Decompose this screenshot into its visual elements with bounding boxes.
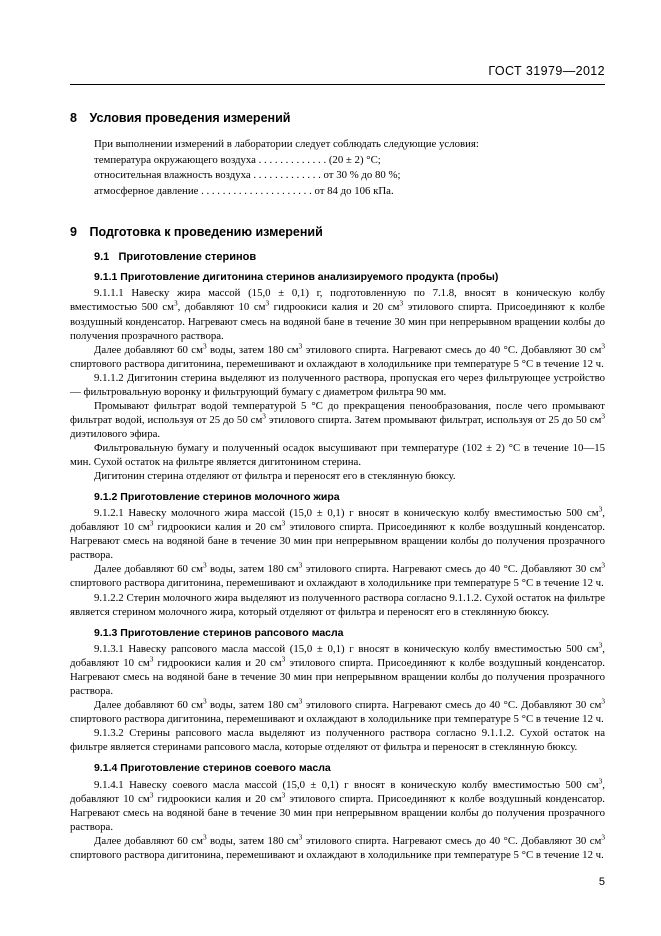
section-heading-8 xyxy=(70,111,605,125)
paragraph: Далее добавляют 60 $см^3$ воды, затем 180 $см^3$ этилового спирта. Нагревают смесь до 40 °С. Добавляют 30 $см^3$ спиртового раствора дигитонина, перемешивают и охлаждают в холодильнике при температуре 5 °С в течение 12 ч. xyxy=(70,696,606,726)
block-9-1-3 xyxy=(70,627,605,755)
condition-item: атмосферное давление . . . . . . . . . . . . . . . . . . . . . от 84 до 106 кПа. xyxy=(94,184,394,197)
paragraph: Дигитонин стерина отделяют от фильтра и переносят его в стеклянную бюксу. xyxy=(94,469,456,482)
paragraph: Фильтровальную бумагу и полученный осадок высушивают при температуре (102 ± 2) °С в течение 10—15 мин. Сухой остаток на фильтре является дигитонином стерина. xyxy=(70,441,605,468)
paragraph: 9.1.1.1 Навеску жира массой (15,0 ± 0,1) г, подготовленную по 7.1.8, вносят в коническую колбу вместимостью 500 $см^3$, добавляют 10 $см^3$ гидроокиси калия и 20 $см^3$ этилового спирта. Присоединяют к колбе воздушный конденсатор. Нагревают смесь на водяной бане в течение 30 мин при непрерывном вращении колбы до получения прозрачного раствора. xyxy=(70,287,605,342)
section-title-8: Условия проведения измерений xyxy=(89,111,291,125)
paragraph: 9.1.4.1 Навеску соевого масла массой (15,0 ± 0,1) г вносят в коническую колбу вместимостью 500 $см^3$, добавляют 10 $см^3$ гидроокиси калия и 20 $см^3$ этилового спирта. Присоединяют к колбе воздушный конденсатор. Нагревают смесь на водяной бане в течение 30 мин при непрерывном вращении колбы до получения прозрачного раствора. xyxy=(70,776,605,833)
condition-item: температура окружающего воздуха . . . . . . . . . . . . . (20 ± 2) °С; xyxy=(94,154,381,167)
section-8-lead: При выполнении измерений в лаборатории следует соблюдать следующие условия: xyxy=(94,138,479,150)
block-9-1-2 xyxy=(70,491,605,619)
heading-9-1-2: 9.1.2 Приготовление стеринов молочного жира xyxy=(94,490,340,503)
condition-item: относительная влажность воздуха . . . . . . . . . . . . . от 30 % до 80 %; xyxy=(94,169,401,182)
page-number: 5 xyxy=(598,876,605,888)
section-number-9: 9 xyxy=(70,225,77,240)
section-title-9: Подготовка к проведению измерений xyxy=(89,225,323,240)
heading-9-1-4: 9.1.4 Приготовление стеринов соевого масла xyxy=(94,762,331,775)
block-9-1-4 xyxy=(70,762,605,862)
paragraph: 9.1.1.2 Дигитонин стерина выделяют из полученного раствора, пропуская его через фильтрующее устройство — фильтровальную воронку и фильтрующий бумагу с диаметром фильтра 90 мм. xyxy=(70,371,605,398)
paragraph: Далее добавляют 60 $см^3$ воды, затем 180 $см^3$ этилового спирта. Нагревают смесь до 40 °С. Добавляют 30 $см^3$ спиртового раствора дигитонина, перемешивают и охлаждают в холодильнике при температуре 5 °С в течение 12 ч. xyxy=(70,832,606,861)
conditions-list xyxy=(70,153,605,199)
heading-9-1-3: 9.1.3 Приготовление стеринов рапсового масла xyxy=(94,626,344,639)
subsection-title-9-1: Приготовление стеринов xyxy=(118,251,257,264)
paragraph: 9.1.3.2 Стерины рапсового масла выделяют из полученного раствора согласно 9.1.1.2. Сухой остаток на фильтре является стеринами рапсового масла, которые отделяют от фильтра и переносят в стеклянную бюксу. xyxy=(70,727,605,754)
paragraph: 9.1.2.1 Навеску молочного жира массой (15,0 ± 0,1) г вносят в коническую колбу вместимостью 500 $см^3$, добавляют 10 $см^3$ гидроокиси калия и 20 $см^3$ этилового спирта. Присоединяют к колбе воздушный конденсатор. Нагревают смесь на водяной бане в течение 30 мин при непрерывном вращении колбы до получения прозрачного раствора. xyxy=(70,504,605,562)
heading-9-1-1: 9.1.1 Приготовление дигитонина стеринов анализируемого продукта (пробы) xyxy=(94,271,499,284)
subsection-number-9-1: 9.1 xyxy=(94,251,110,264)
block-9-1-1 xyxy=(70,271,605,483)
paragraph: 9.1.3.1 Навеску рапсового масла массой (15,0 ± 0,1) г вносят в коническую колбу вместимостью 500 $см^3$, добавляют 10 $см^3$ гидроокиси калия и 20 $см^3$ этилового спирта. Присоединяют к колбе воздушный конденсатор. Нагревают смесь на водяной бане в течение 30 мин при непрерывном вращении колбы до получения прозрачного раствора. xyxy=(70,640,605,698)
paragraph: 9.1.2.2 Стерин молочного жира выделяют из полученного раствора согласно 9.1.1.2. Сухой остаток на фильтре является стерином молочного жира, который отделяют от фильтра и переносят его в стеклянную бюксу. xyxy=(70,591,605,618)
paragraph: Далее добавляют 60 $см^3$ воды, затем 180 $см^3$ этилового спирта. Нагревают смесь до 40 °С. Добавляют 30 $см^3$ спиртового раствора дигитонина, перемешивают и охлаждают в холодильнике при температуре 5 °С в течение 12 ч. xyxy=(70,560,606,590)
paragraph: Промывают фильтрат водой температурой 5 °С до прекращения пенообразования, после чего промывают фильтрат водой, используя от 25 до 50 $см^3$ этилового спирта. Затем промывают фильтрат, используя от 25 до 50 $см^3$ диэтилового эфира. xyxy=(70,399,605,440)
header-rule xyxy=(70,84,605,85)
section-heading-9 xyxy=(70,225,605,239)
section-number-8: 8 xyxy=(70,111,77,125)
paragraph: Далее добавляют 60 $см^3$ воды, затем 180 $см^3$ этилового спирта. Нагревают смесь до 40 °С. Добавляют 30 $см^3$ спиртового раствора дигитонина, перемешивают и охлаждают в холодильнике при температуре 5 °С в течение 12 ч. xyxy=(70,340,606,370)
subsection-heading-9-1 xyxy=(70,251,605,263)
page-header: ГОСТ 31979—2012 xyxy=(488,64,605,78)
